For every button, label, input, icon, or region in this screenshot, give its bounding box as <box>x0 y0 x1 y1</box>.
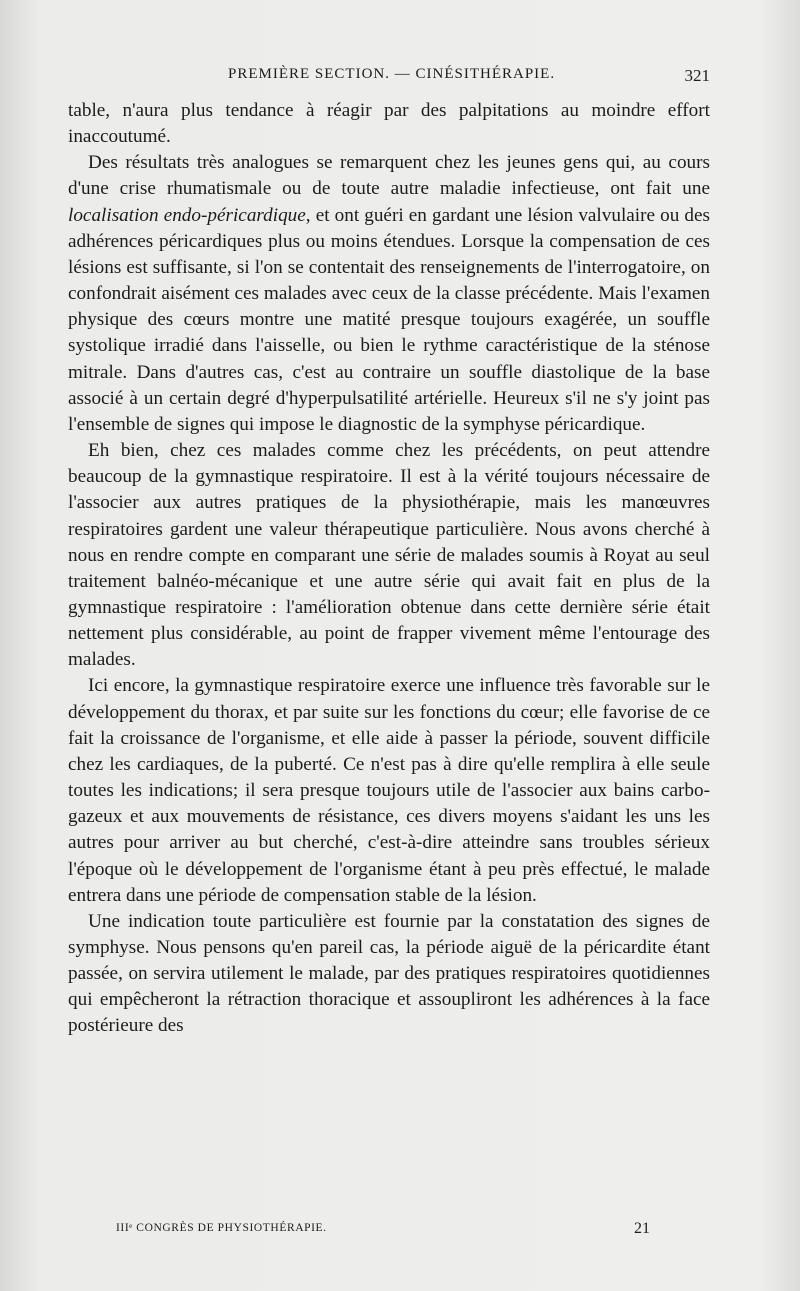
paragraph-1 <box>68 98 710 150</box>
header-title: PREMIÈRE SECTION. — CINÉSITHÉRAPIE. <box>228 66 556 82</box>
paragraph-2-text-b: , et ont guéri en gardant une lésion valvulaire ou des adhérences péricardiques plus ou moins étendues. Lorsque la compensation de ces lésions est suffisante, si l'on se contentait des renseignements de l'interrogatoire, on confondrait aisément ces malades avec ceux de la classe précédente. Mais l'examen physique des cœurs montre une matité presque toujours exagérée, un souffle systolique irradié dans l'aisselle, ou bien le rythme caractéristique de la sténose mitrale. Dans d'autres cas, c'est au contraire un souffle diastolique de la base associé à un certain degré d'hyperpulsatilité artérielle. Heureux s'il ne s'y joint pas l'ensemble de signes qui impose le diagnostic de la symphyse péricardique. <box>68 204 710 435</box>
page-footer <box>68 1220 710 1244</box>
paragraph-4-text: Ici encore, la gymnastique respiratoire exerce une influence très favorable sur le développement du thorax, et par suite sur les fonctions du cœur; elle favorise de ce fait la croissance de l'organisme, et elle aide à passer la période, souvent difficile chez les cardiaques, de la puberté. Ce n'est pas à dire qu'elle remplira à elle seule toutes les indications; il sera presque toujours utile de l'associer aux bains carbo-gazeux et aux mouvements de résistance, ces divers moyens s'aidant les uns les autres pour arriver au but cherché, c'est-à-dire atteindre sans troubles sérieux l'époque où le développement de l'organisme étant à peu près effectué, le malade entrera dans une période de compensation stable de la lésion. <box>68 675 710 906</box>
paragraph-1-text: table, n'aura plus tendance à réagir par des palpitations au moindre effort inaccoutumé. <box>68 100 710 148</box>
paragraph-3-text: Eh bien, chez ces malades comme chez les précédents, on peut attendre beaucoup de la gymnastique respiratoire. Il est à la vérité toujours nécessaire de l'associer aux autres pratiques de la physiothérapie, mais les manœuvres respiratoires gardent une valeur thérapeutique particulière. Nous avons cherché à nous en rendre compte en comparant une série de malades soumis à Royat au seul traitement balnéo-mécanique et une autre série qui avait fait en plus de la gymnastique respiratoire : l'amélioration obtenue dans cette dernière série était nettement plus considérable, au point de frapper vivement même l'entourage des malades. <box>68 440 710 671</box>
paragraph-2 <box>68 150 710 438</box>
paragraph-5-text: Une indication toute particulière est fournie par la constatation des signes de symphyse. Nous pensons qu'en pareil cas, la période aiguë de la péricardite étant passée, on servira utilement le malade, par des pratiques respiratoires quotidiennes qui empêcheront la rétraction thoracique et assoupliront les adhérences à la face postérieure des <box>68 910 710 1037</box>
paragraph-2-italic-term: localisation endo-péricardique <box>68 204 306 226</box>
footer-sheet-number: 21 <box>634 1220 650 1237</box>
paragraph-5 <box>68 909 710 1040</box>
running-header <box>68 66 710 92</box>
footer-signature: IIIᵉ CONGRÈS DE PHYSIOTHÉRAPIE. <box>116 1222 327 1234</box>
paragraph-2-text-a: Des résultats très analogues se remarquent chez les jeunes gens qui, au cours d'une crise rhumatismale ou de toute autre maladie infectieuse, ont fait une <box>68 152 710 200</box>
page-number: 321 <box>684 66 710 85</box>
paragraph-4 <box>68 673 710 908</box>
body-text <box>68 98 710 1040</box>
paragraph-3 <box>68 438 710 673</box>
